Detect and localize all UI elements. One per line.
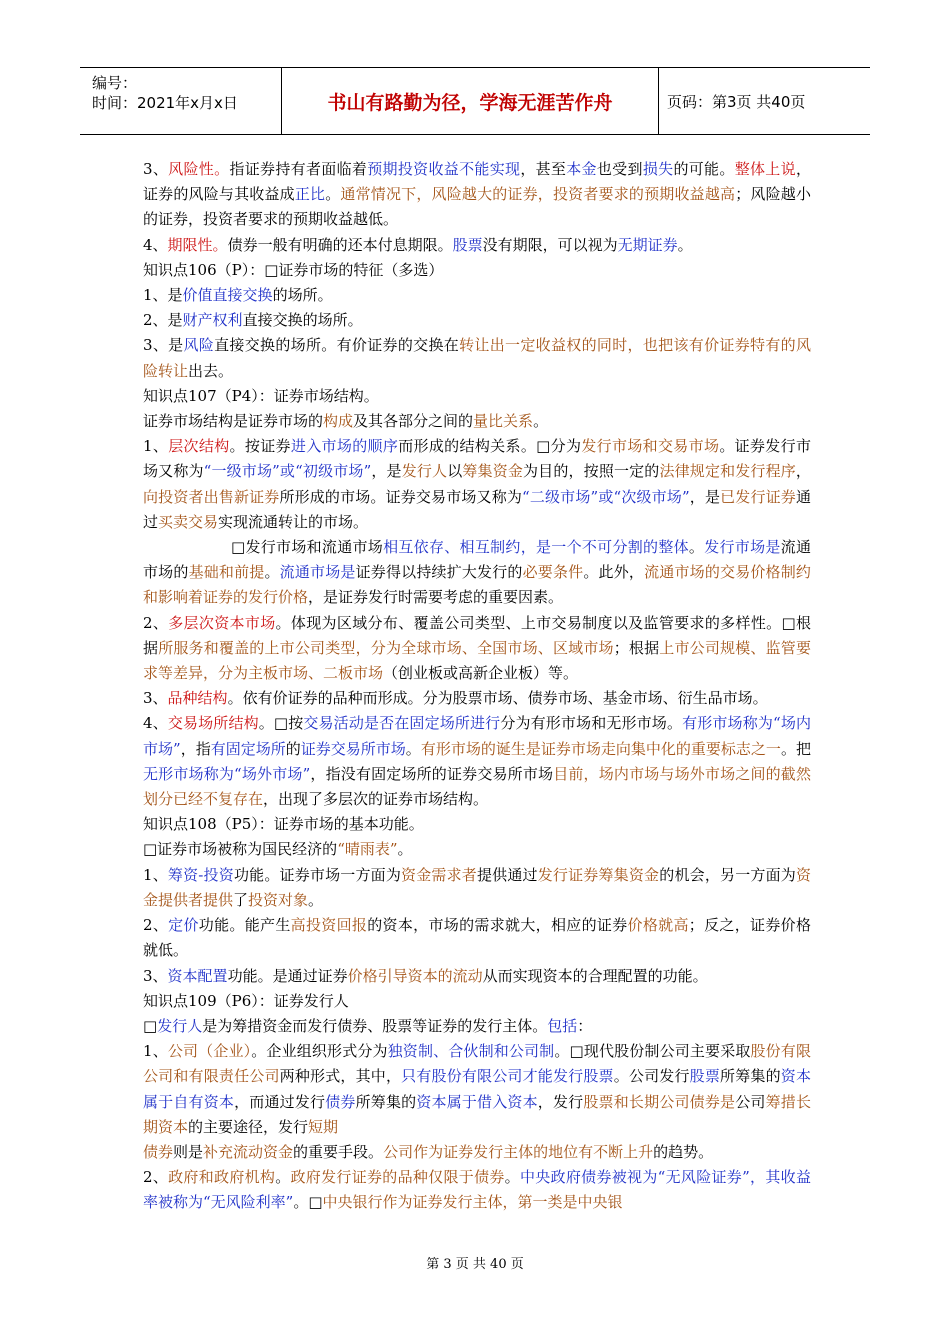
text-run: ，甚至 [520,160,567,178]
doc-number-label: 编号： [92,74,138,92]
text-run: 知识点108（P5）：证券市场的基本功能。 [143,815,424,834]
text-run: 。□按 [258,714,304,733]
text-run: ；反之，证券价格就低。 [143,916,811,960]
text-run: 向投资者出售新证券 [143,487,280,506]
text-run: 政府发行证券的品种仅限于债券 [290,1168,505,1187]
text-run: 价格引导资本的流动 [347,966,483,985]
document-body [143,157,811,1216]
text-run: 流通市场的交易价格制约和影响着证券的发行价格 [143,563,811,607]
text-run: 本金 [566,160,597,178]
text-run: 。体现为区域分布、覆盖公司类型、上市交易制度以及监管要求的多样性。□根据 [143,613,811,657]
paragraph [143,989,811,1014]
text-run: 量比关系 [473,412,534,431]
text-run: 相互依存、相互制约，是一个不可分割的整体 [383,538,689,557]
header-page-cell [659,68,870,134]
header-motto: 书山有路勤为径，学海无涯苦作舟 [327,91,613,114]
text-run: 中央银行作为证券发行主体，第一类是中央银 [322,1193,623,1212]
text-run: 所筹集的 [355,1092,417,1111]
text-run: 。企业组织形式分为 [251,1042,388,1061]
text-run: 。 [397,840,413,859]
header-meta-cell [80,68,282,134]
text-run: 发行证券筹集资金 [537,865,660,884]
text-run: 的趋势。 [653,1142,714,1161]
text-run: 风险性。 [168,160,230,178]
text-run: 的 [285,739,301,758]
text-run: 发行人 [401,462,448,481]
text-run: 是为筹措资金而发行债券、股票等证券的发行主体。 [202,1016,548,1035]
text-run: 交易活动是否在固定场所进行 [303,714,501,733]
text-run: 股票和长期公司债券是 [583,1092,736,1111]
text-run: 构成 [323,412,354,431]
paragraph [143,812,811,837]
text-run: 必要条件 [522,563,584,582]
text-run: 。依有价证券的品种而形成。分为股票市场、债券市场、基金市场、衍生品市场。 [227,689,768,708]
text-run: 流通市场是 [279,563,356,582]
text-run: 从而实现资本的合理配置的功能。 [482,966,708,985]
text-run: 而形成的结构关系。□分为 [398,437,582,456]
text-run: 两种形式，其中， [279,1067,402,1086]
text-run: 。证券发行市场又称为 [143,437,811,481]
text-run: 整体上说 [734,160,796,178]
text-run: 。此外， [583,563,645,582]
text-run: 4、 [143,235,168,254]
text-run: 及其各部分之间的 [353,412,474,431]
text-run: ， [795,462,811,481]
text-run: 期限性。 [167,235,228,254]
text-run: 财产权利 [182,311,243,330]
paragraph [143,1165,811,1215]
text-run: 则是 [173,1142,204,1161]
text-run: 的资本，市场的需求就大，相应的证券 [367,916,628,935]
text-run: 3、 [143,966,168,985]
text-run: 2、 [143,1168,169,1187]
text-run: 发行人 [157,1016,203,1035]
text-run: 进入市场的顺序 [290,437,399,456]
text-run: 资本配置 [167,966,228,985]
text-run: 股票 [452,235,483,254]
text-run: 的可能。 [673,160,735,178]
text-run: 。 [504,1168,520,1187]
text-run: 3、 [143,689,168,708]
text-run: 正比 [294,185,326,204]
text-run: 交易场所结构 [167,714,259,733]
text-run: 法律规定和发行程序 [659,462,796,481]
text-run: 。□ [293,1193,323,1212]
text-run: 2、 [143,916,169,935]
text-run: 。公司发行 [613,1067,690,1086]
text-run: 。 [688,538,705,557]
text-run: 3、 [143,160,169,178]
text-run: 只有股份有限公司才能发行股票 [401,1067,614,1086]
text-run: 所服务和覆盖的上市公司类型，分为全球市场、全国市场、区域市场 [158,638,614,657]
text-run: 。 [677,235,693,254]
text-run: 高投资回报 [290,916,368,935]
page-number-label: 页码：第3页 共40页 [667,92,806,111]
text-run: ，发行 [537,1092,584,1111]
text-run: 3、是 [143,336,184,355]
text-run: 指证券持有者面临着 [229,160,368,178]
text-run: 证券交易所市场 [300,739,406,758]
text-run: 债券 [143,1142,174,1161]
paragraph [143,535,811,611]
text-run: 无期证券 [617,235,678,254]
text-run: 债券 [325,1092,356,1111]
text-run: 出去。 [188,361,234,380]
text-run: 有固定场所 [210,739,286,758]
text-run: 政府和政府机构 [168,1168,276,1187]
text-run: 筹集资金 [462,462,524,481]
text-run: 的场所。 [272,286,333,305]
text-run: 包括 [547,1016,578,1035]
text-run: 知识点109（P6）：证券发行人 [143,991,349,1010]
text-run: 2、是 [143,311,183,330]
text-run: ，是证券发行时需要考虑的重要因素。 [308,588,564,607]
page-footer: 第 3 页 共 40 页 [426,1257,524,1272]
text-run: 资金提供者提供 [143,865,811,909]
paragraph [143,1014,811,1039]
text-run: 知识点107（P4）：证券市场结构。 [143,386,379,405]
text-run: 通过 [143,487,811,531]
text-run: 。 [275,1168,291,1187]
text-run: 以 [447,462,463,481]
text-run: 损失 [642,160,674,178]
text-run: □ [143,1016,158,1035]
text-run: 1、 [143,437,169,456]
text-run: ；根据 [613,638,660,657]
paragraph [143,233,811,258]
text-run: 价值直接交换 [182,286,273,305]
text-run: 也受到 [596,160,643,178]
paragraph [143,384,811,409]
paragraph [143,409,811,434]
text-run: 资金需求者 [401,865,477,884]
text-run: 债券一般有明确的还本付息期限。 [227,235,453,254]
paragraph [143,964,811,989]
text-run: 。 [264,563,280,582]
text-run: 价格就高 [627,916,689,935]
text-run: ；风险越小的证券，投资者要求的预期收益越低。 [143,185,811,229]
text-run: 股份有限公司和有限责任公司 [143,1042,811,1086]
text-run: 1、是 [143,286,183,305]
text-run: 证券市场结构是证券市场的 [143,412,324,431]
text-run: 无形市场称为“场外市场” [143,764,311,783]
text-run: 转让出一定收益权的同时，也把该有价证券特有的风险转让 [143,336,811,380]
text-run: 。□现代股份制公司主要采取 [554,1042,751,1061]
text-run: 公司（企业） [167,1042,252,1061]
text-run: 流通市场的 [143,538,811,582]
text-run: 1、 [143,1042,168,1061]
text-run: 资本属于借入资本 [416,1092,538,1111]
text-run: 筹措长期资本 [143,1092,811,1136]
text-run: 资本属于自有资本 [143,1067,811,1111]
paragraph [143,308,811,333]
text-run: 知识点106（P）：□证券市场的特征（多选） [143,260,444,279]
text-run: 股票 [689,1067,721,1086]
text-run: 有形市场的诞生是证券市场走向集中化的重要标志之一 [420,739,781,758]
text-run: 发行市场和交易市场 [581,437,720,456]
text-run: 了 [233,890,249,909]
text-run: 已发行证券 [720,487,796,506]
text-run: 上市公司规模、监管要求等差异，分为主板市场、二板市场 [143,638,811,683]
text-run: 没有期限，可以视为 [482,235,618,254]
doc-time-label: 时间：2021年x月x日 [92,94,238,112]
text-run: 品种结构 [167,689,228,708]
text-run: “二级市场”或“次级市场” [522,487,690,506]
text-run: 实现流通转让的市场。 [218,512,369,531]
paragraph [143,283,811,308]
text-run: “一级市场”或“初级市场” [203,462,372,481]
text-run: 功能。能产生 [198,916,291,935]
text-run: 所筹集的 [720,1067,781,1086]
page-header [80,67,870,135]
text-run: 4、 [143,714,168,733]
text-run: 独资制、合伙制和公司制 [387,1042,555,1061]
paragraph [143,686,811,711]
text-run: ，而通过发行 [234,1092,326,1111]
text-run: 风险 [183,336,215,355]
text-run: 功能。是通过证券 [227,966,348,985]
text-run: 的主要途径，发行 [188,1117,309,1136]
paragraph [143,333,811,383]
paragraph [143,1140,811,1165]
text-run: □发行市场和流通市场 [231,538,384,557]
paragraph [143,157,811,233]
text-run: 的重要手段。 [293,1142,384,1161]
text-run: ，出现了多层次的证券市场结构。 [263,790,489,809]
text-run: ，指 [180,739,211,758]
paragraph [143,611,811,687]
text-run: “晴雨表” [337,840,398,859]
text-run: 。按证券 [229,437,291,456]
text-run: 公司作为证券发行主体的地位有不断上升 [383,1142,654,1161]
text-run: 公司 [735,1092,766,1111]
text-run: ，是 [689,487,721,506]
text-run: 。 [325,185,341,204]
text-run: 功能。证券市场一方面为 [233,865,402,884]
text-run: 买卖交易 [158,512,219,531]
text-run: 多层次资本市场 [168,613,276,632]
text-run: 发行市场是 [704,538,781,557]
text-run: 所形成的市场。证券交易市场又称为 [279,487,523,506]
paragraph [143,837,811,862]
text-run: 筹资-投资 [167,865,234,884]
text-run: 目前，场内市场与场外市场之间的截然划分已经不复存在 [143,764,811,809]
text-run: 直接交换的场所。有价证券的交换在 [214,336,460,355]
text-run: ，是 [371,462,402,481]
text-run: 。 [405,739,421,758]
text-run: 层次结构 [168,437,230,456]
paragraph [143,711,811,812]
text-run: ，证券的风险与其收益成 [143,160,811,204]
text-run: 。把 [780,739,811,758]
text-run: 补充流动资金 [203,1142,294,1161]
text-run: ： [577,1016,593,1035]
text-run: 2、 [143,613,169,632]
text-run: 为目的，按照一定的 [523,462,660,481]
text-run: 证券得以持续扩大发行的 [355,563,523,582]
paragraph [143,913,811,963]
text-run: 。 [308,890,324,909]
text-run: （创业板或高新企业板）等。 [383,664,579,683]
text-run: 1、 [143,865,168,884]
paragraph [143,434,811,535]
text-run: 中央政府债券被视为“无风险证券”，其收益率被称为“无风险利率” [143,1168,811,1212]
text-run: 通常情况下，风险越大的证券，投资者要求的预期收益越高 [340,185,736,204]
text-run: 预期投资收益不能实现 [367,160,521,178]
text-run: 直接交换的场所。 [242,311,363,330]
text-run: 定价 [168,916,199,935]
paragraph [143,258,811,283]
text-run: 短期 [308,1117,339,1136]
text-run: 有形市场称为“场内市场” [143,714,811,758]
text-run: 的机会，另一方面为 [659,865,796,884]
header-motto-cell [282,68,659,134]
text-run: 投资对象 [248,890,309,909]
paragraph [143,863,811,913]
text-run: 提供通过 [476,865,538,884]
text-run: 分为有形市场和无形市场。 [500,714,683,733]
text-run: 。 [533,412,549,431]
paragraph [143,1039,811,1140]
text-run: ，指没有固定场所的证券交易所市场 [310,764,554,783]
text-run: □证券市场被称为国民经济的 [143,840,338,859]
text-run: 基础和前提 [188,563,265,582]
